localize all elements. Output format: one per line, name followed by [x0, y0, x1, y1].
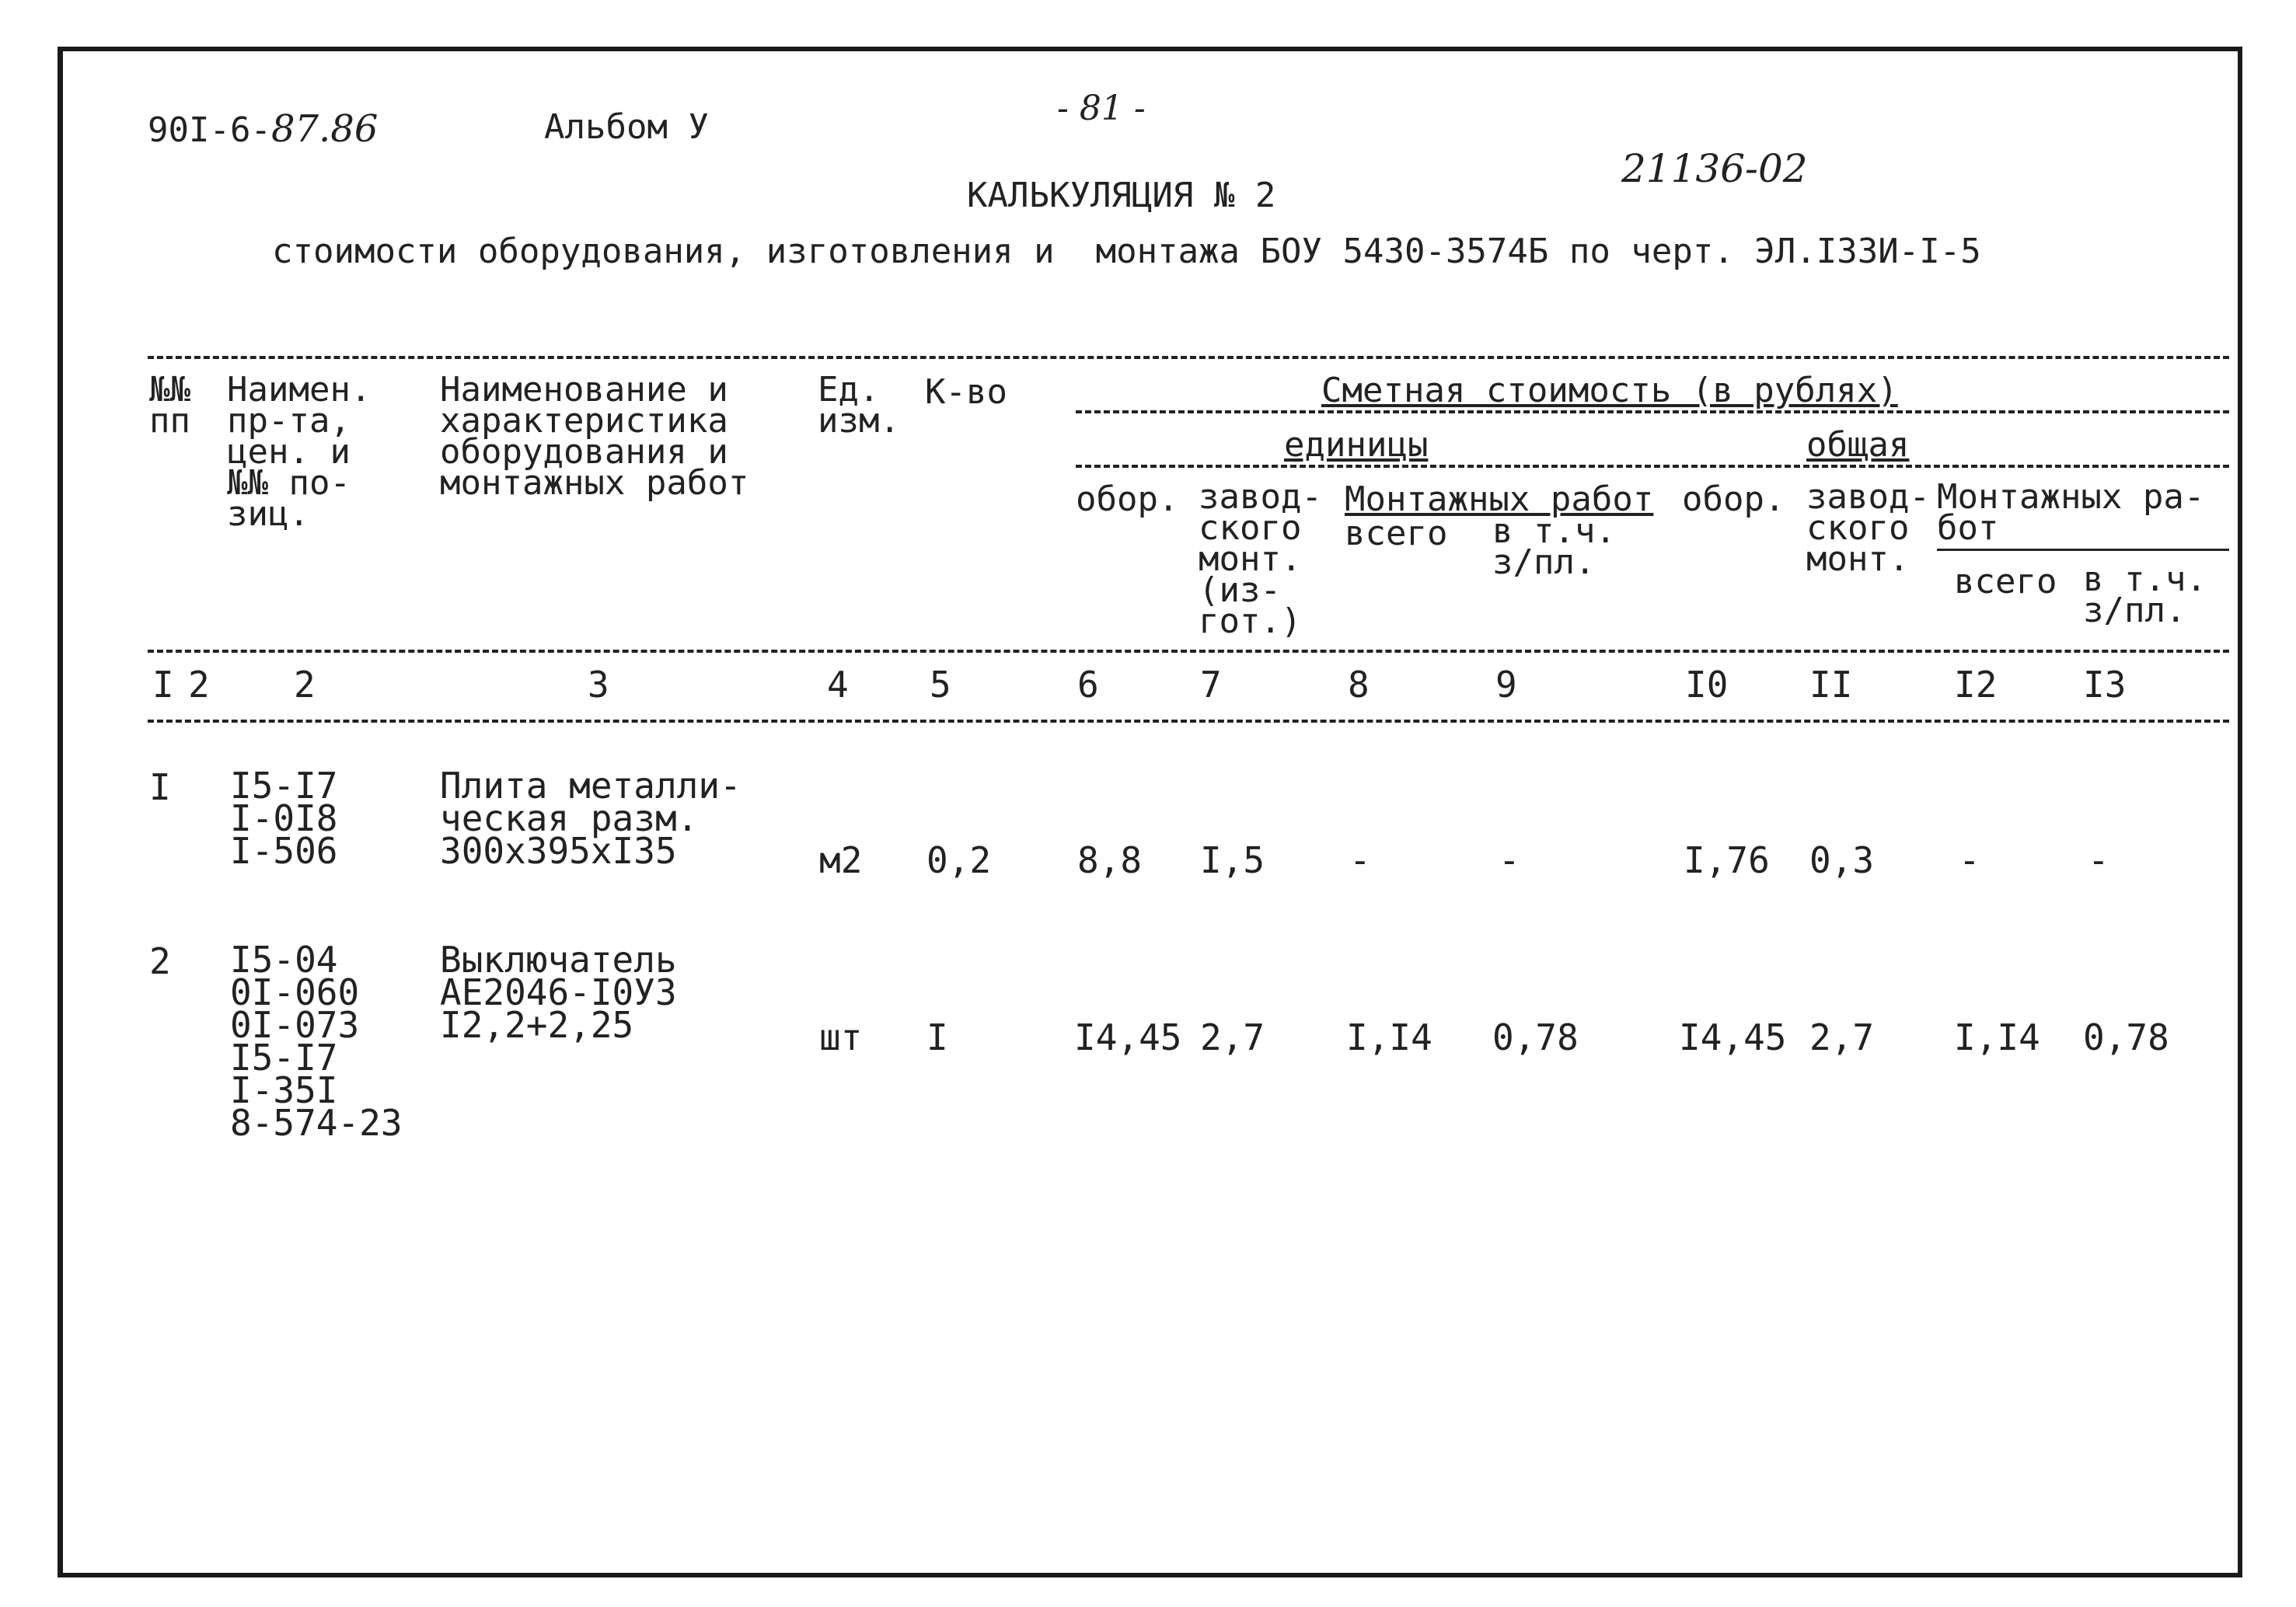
row-unit-mont-wage: -: [1499, 839, 1520, 881]
column-number: 2: [188, 664, 210, 706]
col-header-total-mont-group: Монтажных ра- бот: [1937, 477, 2205, 548]
col-header-total-mont-total: всего: [1954, 562, 2057, 601]
row-unit-equipment: I4,45: [1074, 1016, 1182, 1058]
row-description: Выключатель АЕ2046-I0УЗ I2,2+2,25: [440, 939, 677, 1046]
col-header-code: Наимен. пр-та, цен. и №№ по- зиц.: [227, 370, 372, 534]
col-header-description: Наименование и характеристика оборудования и монтажных работ: [440, 370, 749, 503]
column-number: I0: [1685, 664, 1729, 706]
row-unit-factory: I,5: [1200, 839, 1265, 881]
document-title: КАЛЬКУЛЯЦИЯ № 2: [967, 176, 1276, 215]
row-description: Плита металли- ческая разм. 300x395xI35: [440, 765, 741, 872]
row-total-mont-wage: 0,78: [2083, 1016, 2169, 1058]
row-unit: м2: [819, 839, 863, 881]
row-quantity: I: [926, 1016, 948, 1058]
column-number: 8: [1348, 664, 1370, 706]
col-header-unit-mont-wage: в т.ч. з/пл.: [1492, 511, 1616, 582]
col-header-total-factory: завод- ского монт.: [1806, 477, 1930, 579]
column-number: II: [1809, 664, 1853, 706]
col-header-unit-equipment: обор.: [1076, 479, 1179, 519]
row-total-equipment: I,76: [1684, 839, 1770, 881]
row-total-mont-total: -: [1959, 839, 1980, 881]
column-number: 6: [1077, 664, 1099, 706]
col-header-total-equipment: обор.: [1682, 479, 1785, 519]
column-numbers-rule: [148, 720, 2229, 723]
row-total-mont-total: I,I4: [1954, 1016, 2040, 1058]
row-unit-mont-total: -: [1349, 839, 1371, 881]
table-top-rule: [148, 356, 2229, 359]
row-unit: шт: [819, 1016, 863, 1058]
column-number: 2: [294, 664, 316, 706]
page-number: - 81 -: [1057, 89, 1146, 128]
row-unit-factory: 2,7: [1200, 1016, 1265, 1058]
col-header-quantity: К-во: [925, 372, 1007, 412]
unit-cost-header: единицы: [1284, 425, 1429, 465]
column-number: I2: [1954, 664, 1998, 706]
album-label: Альбом У: [544, 107, 709, 147]
col-header-unit-mont-group: Монтажных работ: [1345, 479, 1654, 519]
row-total-mont-wage: -: [2088, 839, 2109, 881]
row-number: 2: [149, 940, 171, 982]
column-number: 5: [930, 664, 951, 706]
column-number: 4: [827, 664, 849, 706]
total-mont-group-rule: [1937, 549, 2229, 551]
header-bottom-rule: [148, 650, 2229, 653]
group-header-rule: [1076, 410, 2229, 413]
column-number: 7: [1200, 664, 1222, 706]
document-code: 90I-6-87.86: [148, 107, 379, 151]
column-number: I3: [2083, 664, 2127, 706]
estimated-cost-header: Сметная стоимость (в рублях): [1321, 371, 1898, 410]
row-unit-mont-total: I,I4: [1346, 1016, 1432, 1058]
row-total-factory: 2,7: [1809, 1016, 1875, 1058]
row-total-factory: 0,3: [1809, 839, 1875, 881]
column-number: I: [152, 664, 174, 706]
row-unit-mont-wage: 0,78: [1492, 1016, 1579, 1058]
col-header-unit-factory: завод- ского монт. (из- гот.): [1199, 477, 1322, 641]
row-codes: I5-I7 I-0I8 I-506: [230, 765, 338, 872]
column-number: 9: [1495, 664, 1517, 706]
row-quantity: 0,2: [926, 839, 992, 881]
subgroup-rule: [1076, 465, 2229, 468]
col-header-unit-mont-total: всего: [1345, 514, 1448, 553]
column-number: 3: [588, 664, 609, 706]
inventory-number: 21136-02: [1621, 146, 1808, 191]
total-cost-header: общая: [1806, 425, 1910, 465]
document-code-handwritten: 87.86: [270, 107, 379, 151]
page-frame: [58, 47, 2242, 1577]
row-total-equipment: I4,45: [1679, 1016, 1787, 1058]
col-header-total-mont-wage: в т.ч. з/пл.: [2083, 559, 2207, 630]
row-number: I: [149, 766, 171, 808]
row-unit-equipment: 8,8: [1077, 839, 1143, 881]
col-header-number: №№ пп: [149, 370, 190, 441]
document-subtitle: стоимости оборудования, изготовления и монтажа БОУ 5430-3574Б по черт. ЭЛ.I33И-I-5: [272, 232, 1981, 271]
col-header-unit: Ед. изм.: [818, 370, 900, 441]
row-codes: I5-04 0I-060 0I-073 I5-I7 I-35I 8-574-23: [230, 939, 403, 1144]
